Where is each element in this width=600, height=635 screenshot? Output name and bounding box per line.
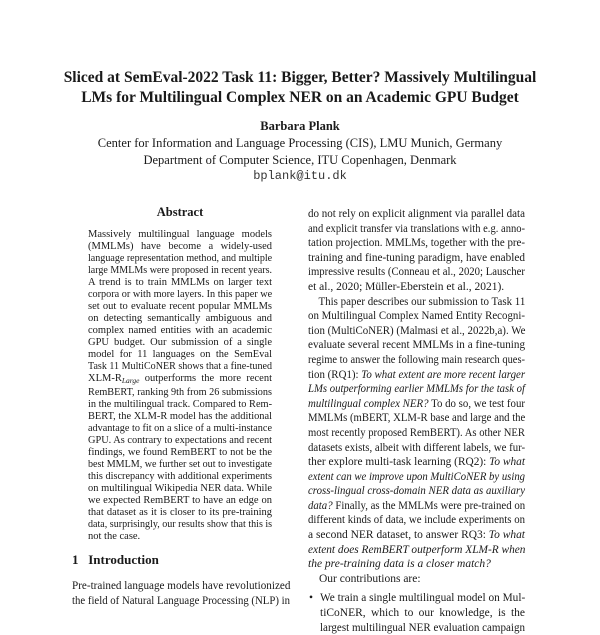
text-line: regime to answer the following main research ques- [308, 353, 525, 366]
text-run: Finally, as the MMLMs were pre-trained on [332, 499, 526, 512]
text-line: this discrepancy with additional experiments [88, 471, 272, 482]
text-line: tation projection. MMLMs, together with the pre- [308, 237, 526, 250]
text-line: the field of Natural Language Processing (NLP) in [72, 594, 290, 607]
title-line: LMs for Multilingual Complex NER on an Academic GPU Budget [81, 89, 519, 106]
section-title: Introduction [88, 552, 159, 567]
text-line: advantage to fit on a slice of a multi-instance [88, 423, 272, 434]
text-line [308, 397, 525, 412]
text-line: Our contributions are: [319, 572, 421, 585]
text-line [308, 543, 525, 558]
text-line: complex named entities with an academic [88, 325, 272, 336]
text-run: XLM-R [88, 373, 122, 384]
text-line: data, surprisingly, our results show that this is [88, 519, 273, 530]
introduction-heading [72, 553, 290, 579]
italic-run: extent does RemBERT outperform XLM-R when [308, 543, 526, 556]
text-line: A trend is to train MMLMs on larger text [88, 277, 272, 288]
italic-run: multilingual complex NER? [308, 397, 429, 410]
text-run: outperforms the more recent [139, 373, 272, 384]
text-line: impressive results (Conneau et al., 2020; Lauscher [308, 266, 525, 279]
italic-run: the pre-training data is a closer match? [308, 558, 491, 571]
text-line: Task 11 MultiCoNER shows that a fine-tuned [88, 361, 272, 372]
text-line: that dataset as it is closer to its pre-training [88, 507, 272, 518]
introduction-body [72, 579, 290, 608]
text-line: largest multilingual NER evaluation campaign [320, 621, 525, 634]
text-line: language representation method, and multiple [88, 253, 273, 264]
text-line: corpora or with more layers. In this paper we [88, 289, 273, 300]
italic-run: extent can we improve upon MultiCoNER by using [308, 470, 526, 483]
italic-run: cross-lingual cross-domain NER data as auxiliary [308, 485, 526, 498]
text-line: in the multilingual track. Compared to Rem- [88, 399, 273, 410]
text-line: on multilingual Wikipedia NER data. While [88, 483, 273, 494]
italic-run: data? [308, 499, 333, 512]
paper-title [0, 68, 600, 108]
text-line: model for 11 languages on the SemEval [88, 349, 272, 360]
text-line: evaluate several recent MMLMs in a fine-tuning [308, 339, 526, 352]
abstract-body [88, 229, 272, 543]
author-name: Barbara Plank [260, 119, 340, 133]
text-run: To do so, we test four [428, 397, 526, 410]
affiliation: Center for Information and Language Processing (CIS), LMU Munich, Germany [97, 136, 503, 150]
text-line: This paper describes our submission to Task 11 [318, 295, 526, 308]
text-line: findings, we found RemBERT to not be the [88, 447, 272, 458]
text-line [308, 557, 525, 572]
text-line: not the case. [88, 531, 141, 542]
text-line: et al., 2020; Müller-Eberstein et al., 2021). [308, 280, 505, 293]
affiliations [0, 135, 600, 168]
text-line: on detecting semantically ambiguous and [88, 313, 272, 324]
subscript: Large [121, 376, 140, 385]
right-column [308, 207, 525, 635]
text-line: tion (MultiCoNER) (Malmasi et al., 2022b,a). We [308, 324, 526, 337]
text-line [308, 528, 525, 543]
italic-run: To what [489, 456, 526, 469]
text-line: (MMLMs) have become a widely-used [88, 241, 272, 252]
text-line [308, 484, 525, 499]
text-line: Massively multilingual language models [88, 229, 272, 240]
text-run: ther explore multi-task learning (RQ2): [308, 456, 490, 469]
text-line: set out to evaluate recent popular MMLMs [88, 301, 272, 312]
text-line [308, 382, 525, 397]
text-line: training and fine-tuning paradigm, have enabled [308, 251, 526, 264]
text-line: GPU budget. Our submission of a single [88, 337, 272, 348]
text-line: on Multilingual Complex Named Entity Recogni- [308, 310, 526, 323]
abstract-section [88, 206, 272, 543]
text-line: different kinds of data, we include experiments on [308, 514, 526, 527]
abstract-heading: Abstract [156, 205, 204, 219]
text-line: do not rely on explicit alignment via parallel data [308, 208, 525, 220]
text-line: We train a single multilingual model on Mul- [320, 592, 526, 605]
text-line: most recently proposed RemBERT). As other NER [308, 426, 525, 439]
text-line [308, 455, 525, 470]
section-number: 1 [72, 552, 79, 567]
text-line [308, 368, 525, 383]
contribution-list-item [308, 591, 525, 635]
text-line: Pre-trained language models have revolutionized [72, 580, 291, 592]
italic-run: LMs outperforming earlier MMLMs for the task of [308, 383, 525, 396]
affiliation: Department of Computer Science, ITU Copenhagen, Denmark [143, 152, 457, 167]
text-line: GPU. As contrary to expectations and recent [88, 435, 273, 446]
text-line [308, 499, 525, 514]
text-line: BERT, the XLM-R model has the additional [88, 411, 272, 422]
text-line: datasets exists, albeit with different labels, we fur- [308, 441, 526, 454]
text-line: MMLMs (mBERT, XLM-R base and large and the [308, 412, 526, 425]
text-line: and explicit transfer via translations with e.g. anno- [308, 222, 525, 235]
text-line: tiCoNER, which to our knowledge, is the [320, 607, 525, 620]
text-line [308, 470, 525, 485]
italic-run: To what extent are more recent larger [361, 368, 526, 381]
text-run: tion (RQ1): [308, 368, 362, 381]
right-column-body [308, 207, 525, 635]
text-line: best MMLM, we further set out to investigate [88, 459, 272, 470]
text-line [88, 373, 272, 387]
italic-run: To what [488, 529, 525, 542]
bullet-icon: • [309, 592, 314, 605]
text-line: we expected RemBERT to have an edge on [88, 495, 272, 506]
text-line: RemBERT, ranking 9th from 26 submissions [88, 387, 272, 398]
text-line: large MMLMs were proposed in recent years. [88, 265, 273, 276]
author-email: bplank@itu.dk [253, 169, 347, 183]
text-run: a second NER dataset, to answer RQ3: [308, 529, 489, 542]
title-line: Sliced at SemEval-2022 Task 11: Bigger, Better? Massively Multilingual [63, 69, 537, 86]
